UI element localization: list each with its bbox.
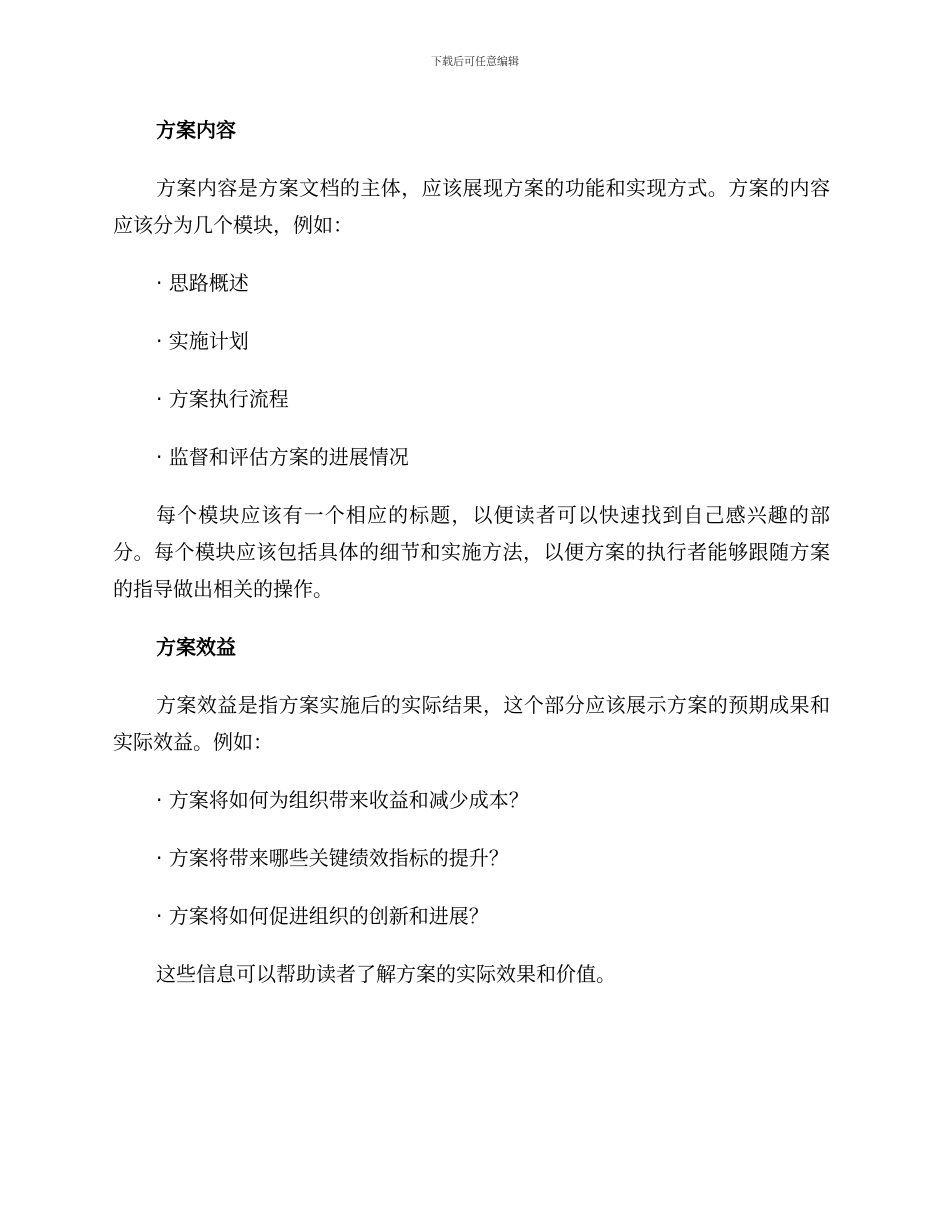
list-item: · 思路概述 — [156, 271, 249, 295]
section-content-closing: 每个模块应该有一个相应的标题，以便读者可以快速找到自己感兴趣的部分。每个模块应该包括具体的细节和实施方法，以便方案的执行者能够跟随方案的指导做出相关的操作。 — [113, 503, 830, 601]
section-benefits-intro: 方案效益是指方案实施后的实际结果，这个部分应该展示方案的预期成果和实际效益。例如： — [113, 693, 830, 754]
list-item: · 方案将带来哪些关键绩效指标的提升？ — [156, 846, 509, 870]
section-heading-benefits: 方案效益 — [156, 635, 236, 659]
list-item: · 方案执行流程 — [156, 387, 289, 411]
section-content-intro: 方案内容是方案文档的主体，应该展现方案的功能和实现方式。方案的内容应该分为几个模块，例如： — [113, 176, 830, 237]
list-item: · 监督和评估方案的进展情况 — [156, 445, 409, 469]
section-heading-content: 方案内容 — [156, 118, 236, 142]
list-item: · 实施计划 — [156, 329, 249, 353]
section-benefits-closing: 这些信息可以帮助读者了解方案的实际效果和价值。 — [156, 962, 616, 986]
document-body — [113, 112, 830, 1014]
list-item: · 方案将如何为组织带来收益和减少成本？ — [156, 788, 529, 812]
page-header-note: 下载后可任意编辑 — [431, 55, 519, 68]
list-item: · 方案将如何促进组织的创新和进展？ — [156, 904, 489, 928]
